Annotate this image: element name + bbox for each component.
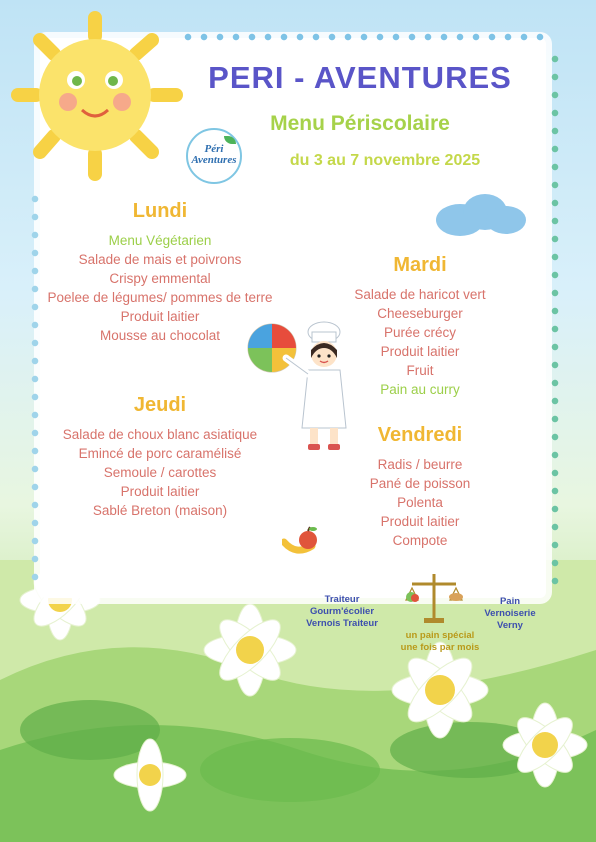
menu-item: Salade de haricot vert <box>354 287 486 302</box>
menu-item: Cheeseburger <box>377 306 463 321</box>
menu-item: Emincé de porc caramélisé <box>78 446 242 461</box>
border-dots <box>548 50 562 590</box>
day-mardi <box>330 254 510 399</box>
menu-item: Salade de choux blanc asiatique <box>62 427 258 442</box>
supplier-pain: Pain Vernoiserie Verny <box>484 596 536 631</box>
menu-item: Sablé Breton (maison) <box>92 503 228 518</box>
day-title: Mardi <box>393 254 447 276</box>
menu-list <box>40 231 280 345</box>
menu-list <box>40 425 280 520</box>
sun-icon <box>10 10 190 190</box>
supplier-traiteur: Traiteur Gourm'écolier Vernois Traiteur <box>306 594 378 629</box>
menu-item: Menu Végétarien <box>108 233 212 248</box>
special-bread-note: un pain spécial une fois par mois <box>400 630 480 653</box>
menu-item: Mousse au chocolat <box>99 328 221 343</box>
cloud-icon <box>430 190 530 240</box>
menu-subtitle: Menu Périscolaire <box>270 112 450 135</box>
day-lundi <box>40 200 280 345</box>
balance-icon <box>404 570 464 626</box>
day-title: Vendredi <box>377 424 463 446</box>
menu-item: Fruit <box>406 363 434 378</box>
page-title: PERI - AVENTURES <box>208 60 512 95</box>
peri-aventures-logo <box>186 128 242 184</box>
menu-item: Poelee de légumes/ pommes de terre <box>47 290 273 305</box>
menu-item: Produit laitier <box>120 484 200 499</box>
logo-text: Péri Aventures <box>191 143 237 166</box>
menu-item: Salade de mais et poivrons <box>78 252 242 267</box>
menu-list <box>330 285 510 399</box>
menu-item: Produit laitier <box>120 309 200 324</box>
menu-item: Polenta <box>397 495 443 510</box>
menu-item: Crispy emmental <box>109 271 211 286</box>
menu-item: Produit laitier <box>380 344 460 359</box>
menu-item: Semoule / carottes <box>103 465 217 480</box>
menu-item: Compote <box>392 533 448 548</box>
day-jeudi <box>40 394 280 520</box>
menu-item: Radis / beurre <box>377 457 463 472</box>
day-title: Jeudi <box>133 394 187 416</box>
day-vendredi <box>330 424 510 550</box>
day-title: Lundi <box>132 200 188 222</box>
menu-item: Purée crécy <box>383 325 457 340</box>
menu-item: Pané de poisson <box>369 476 471 491</box>
fruit-icon <box>282 526 322 556</box>
leaf-icon <box>224 136 236 144</box>
menu-item: Produit laitier <box>380 514 460 529</box>
menu-dates: du 3 au 7 novembre 2025 <box>289 152 481 169</box>
border-dots <box>180 30 550 44</box>
menu-list <box>330 455 510 550</box>
menu-item: Pain au curry <box>380 382 460 397</box>
